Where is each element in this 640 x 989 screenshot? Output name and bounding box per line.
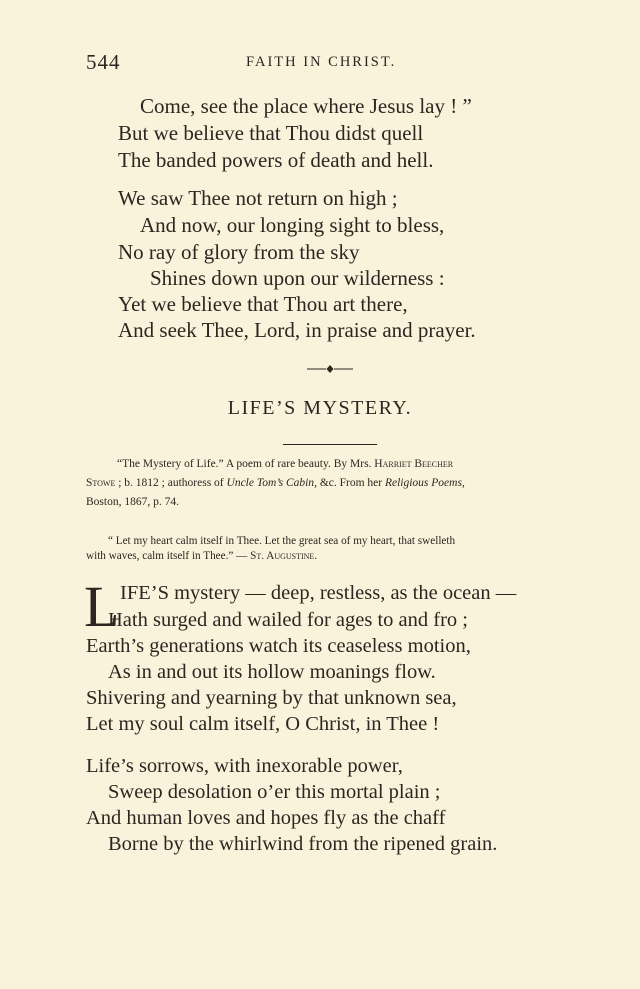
poem-line: Come, see the place where Jesus lay ! ” [140,94,472,118]
epigraph-line [86,551,317,562]
drop-cap: L [84,574,120,639]
poem-line: And now, our longing sight to bless, [140,213,445,237]
poem-line: IFE’S mystery — deep, restless, as the ocean — [120,582,517,604]
headnote-line [86,478,465,490]
epigraph-text: with waves, calm itself in Thee.” — [86,550,251,562]
epigraph-line: “ Let my heart calm itself in Thee. Let the great sea of my heart, that swelleth [108,535,456,547]
poem-line: No ray of glory from the sky [118,240,360,264]
headnote-text: , &c. From her [314,477,385,489]
headnote-line [117,459,453,471]
page-header [86,50,546,74]
poem-line: Borne by the whirlwind from the ripened grain. [108,833,498,855]
poem-line: The banded powers of death and hell. [118,148,434,172]
poem-line: Let my soul calm itself, O Christ, in Thee ! [86,713,440,735]
headnote-text: “The Mystery of Life.” A poem of rare beauty. By Mrs. [117,458,375,470]
section-ornament [305,362,355,376]
title-rule [283,444,377,445]
poem-line: Earth’s generations watch its ceaseless motion, [86,635,471,657]
poem-line: And seek Thee, Lord, in praise and prayer. [118,318,476,342]
poem-line: Sweep desolation o’er this mortal plain ; [108,781,441,803]
book-title: Religious Poems [384,477,462,489]
headnote-text: ; b. 1812 ; authoress of [115,477,227,489]
poem-line: And human loves and hopes fly as the chaff [86,807,446,829]
author-name: Stowe [86,477,116,489]
running-title: FAITH IN CHRIST. [246,54,397,70]
poem-line: But we believe that Thou didst quell [118,121,424,145]
epigraph-source: St. Augustine. [250,550,318,562]
poem-line: Yet we believe that Thou art there, [118,292,408,316]
poem-line: Shivering and yearning by that unknown sea, [86,687,457,709]
headnote-line: Boston, 1867, p. 74. [86,496,179,508]
headnote-text: , [461,477,465,489]
poem-line: Shines down upon our wilderness : [150,266,445,290]
poem-line: Hath surged and wailed for ages to and fro ; [108,609,468,631]
poem-line: Life’s sorrows, with inexorable power, [86,755,403,777]
poem-line: As in and out its hollow moanings flow. [108,661,436,683]
poem-line: We saw Thee not return on high ; [118,186,398,210]
poem-title: LIFE’S MYSTERY. [227,397,413,419]
book-title: Uncle Tom’s Cabin [226,477,315,489]
page-number: 544 [86,50,121,74]
author-name: Harriet Beecher [374,458,454,470]
